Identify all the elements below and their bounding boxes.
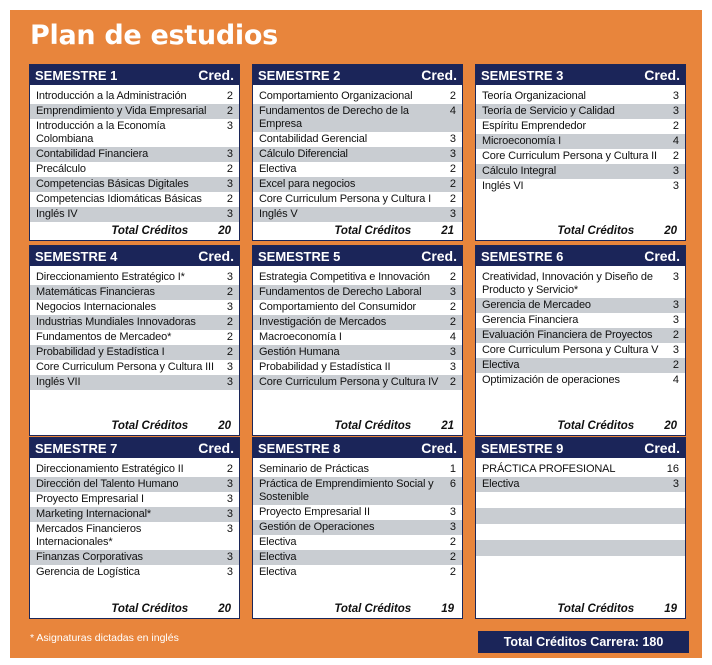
course-row (253, 315, 462, 330)
semester-card-1 (29, 64, 240, 241)
course-name: PRÁCTICA PROFESIONAL (482, 463, 616, 475)
course-row (253, 207, 462, 222)
course-row (476, 104, 685, 119)
course-row (476, 134, 685, 149)
total-label: Total Créditos (334, 603, 412, 615)
course-name: Fundamentos de Derecho de la Empresa (259, 105, 409, 130)
total-label: Total Créditos (557, 420, 635, 432)
course-name: Gerencia Financiera (482, 314, 579, 326)
course-row (30, 89, 239, 104)
course-row (476, 179, 685, 194)
course-credits: 3 (226, 376, 233, 388)
course-credits: 2 (226, 193, 233, 205)
course-row (253, 300, 462, 315)
semester-name: SEMESTRE 5 (258, 248, 341, 264)
course-credits: 3 (449, 286, 456, 298)
total-value: 19 (441, 603, 454, 615)
course-list (30, 458, 239, 580)
course-row (30, 375, 239, 390)
course-row (30, 550, 239, 565)
course-credits: 3 (226, 566, 233, 578)
course-row (30, 462, 239, 477)
course-credits: 3 (226, 301, 233, 313)
course-name: Dirección del Talento Humano (36, 478, 179, 490)
course-name: Mercados Financieros Internacionales* (36, 523, 142, 548)
course-row (253, 285, 462, 300)
total-value: 19 (664, 603, 677, 615)
course-credits: 2 (226, 331, 233, 343)
course-name: Cálculo Integral (482, 165, 557, 177)
course-credits: 4 (449, 331, 456, 343)
course-row (476, 373, 685, 388)
course-credits: 3 (672, 299, 679, 311)
course-name: Electiva (259, 536, 297, 548)
course-credits: 4 (672, 135, 679, 147)
course-name: Negocios Internacionales (36, 301, 156, 313)
course-credits: 16 (666, 463, 679, 475)
course-row (30, 477, 239, 492)
semester-total-row (253, 225, 462, 237)
course-row (476, 492, 685, 508)
course-name: Gestión Humana (259, 346, 340, 358)
course-name: Comportamiento del Consumidor (259, 301, 417, 313)
course-row (30, 360, 239, 375)
semester-card-7 (29, 437, 240, 619)
course-name: Cálculo Diferencial (259, 148, 348, 160)
cred-column-header: Cred. (644, 248, 680, 264)
course-name: Electiva (482, 359, 520, 371)
course-credits: 3 (449, 361, 456, 373)
course-row (253, 477, 462, 505)
course-list (253, 266, 462, 390)
course-row (253, 132, 462, 147)
course-credits: 3 (226, 208, 233, 220)
cred-column-header: Cred. (198, 248, 234, 264)
course-credits: 3 (672, 165, 679, 177)
course-credits: 3 (672, 180, 679, 192)
course-row (30, 104, 239, 119)
course-credits: 2 (226, 105, 233, 117)
course-row (30, 492, 239, 507)
course-row (253, 535, 462, 550)
semester-header (476, 65, 685, 85)
semester-total-row (476, 603, 685, 615)
cred-column-header: Cred. (644, 67, 680, 83)
course-credits: 3 (226, 361, 233, 373)
semester-total-row (476, 225, 685, 237)
total-value: 20 (664, 420, 677, 432)
course-row (253, 192, 462, 207)
course-name: Teoría de Servicio y Calidad (482, 105, 615, 117)
semester-header (253, 65, 462, 85)
course-list (253, 458, 462, 580)
total-label: Total Créditos (111, 420, 189, 432)
course-credits: 2 (226, 286, 233, 298)
course-name: Inglés VI (482, 180, 524, 192)
course-name: Proyecto Empresarial II (259, 506, 370, 518)
course-name: Core Curriculum Persona y Cultura III (36, 361, 214, 373)
course-row (253, 104, 462, 132)
cred-column-header: Cred. (421, 440, 457, 456)
course-credits: 2 (226, 90, 233, 102)
course-row (253, 375, 462, 390)
course-credits: 3 (449, 133, 456, 145)
semester-name: SEMESTRE 2 (258, 67, 341, 83)
course-name: Gerencia de Logística (36, 566, 140, 578)
course-credits: 3 (449, 521, 456, 533)
course-row (476, 358, 685, 373)
cred-column-header: Cred. (421, 248, 457, 264)
semester-header (476, 438, 685, 458)
course-credits: 3 (226, 120, 233, 132)
course-list (30, 266, 239, 390)
cred-column-header: Cred. (198, 67, 234, 83)
semester-name: SEMESTRE 1 (35, 67, 118, 83)
course-name: Matemáticas Financieras (36, 286, 155, 298)
total-label: Total Créditos (111, 603, 189, 615)
course-name: Competencias Básicas Digitales (36, 178, 189, 190)
semester-card-9 (475, 437, 686, 619)
course-name: Práctica de Emprendimiento Social y Sostenible (259, 478, 434, 503)
course-name: Contabilidad Gerencial (259, 133, 367, 145)
course-name: Core Curriculum Persona y Cultura II (482, 150, 657, 162)
course-credits: 3 (449, 506, 456, 518)
semester-card-5 (252, 245, 463, 436)
course-row (30, 315, 239, 330)
semester-name: SEMESTRE 4 (35, 248, 118, 264)
semester-header (476, 246, 685, 266)
total-label: Total Créditos (111, 225, 189, 237)
course-credits: 4 (672, 374, 679, 386)
course-row (30, 330, 239, 345)
course-row (253, 505, 462, 520)
course-credits: 2 (672, 329, 679, 341)
total-value: 21 (441, 420, 454, 432)
course-credits: 3 (226, 523, 233, 535)
course-row (476, 149, 685, 164)
course-row (476, 164, 685, 179)
course-name: Electiva (259, 551, 297, 563)
course-name: Investigación de Mercados (259, 316, 387, 328)
course-list (253, 85, 462, 222)
semester-name: SEMESTRE 8 (258, 440, 341, 456)
course-name: Electiva (259, 163, 297, 175)
course-name: Core Curriculum Persona y Cultura I (259, 193, 432, 205)
course-row (253, 330, 462, 345)
cred-column-header: Cred. (421, 67, 457, 83)
course-credits: 2 (449, 566, 456, 578)
course-row (30, 507, 239, 522)
course-credits: 3 (226, 271, 233, 283)
course-credits: 2 (226, 463, 233, 475)
course-row (253, 550, 462, 565)
course-name: Introducción a la Economía Colombiana (36, 120, 166, 145)
course-row (30, 207, 239, 222)
course-row (476, 508, 685, 524)
course-name: Teoría Organizacional (482, 90, 586, 102)
course-name: Finanzas Corporativas (36, 551, 143, 563)
course-credits: 2 (449, 551, 456, 563)
course-row (476, 313, 685, 328)
course-row (476, 328, 685, 343)
total-value: 20 (218, 225, 231, 237)
course-credits: 3 (672, 90, 679, 102)
course-credits: 2 (449, 163, 456, 175)
course-credits: 2 (449, 178, 456, 190)
course-name: Fundamentos de Derecho Laboral (259, 286, 422, 298)
course-name: Introducción a la Administración (36, 90, 187, 102)
page-title: Plan de estudios (30, 20, 278, 51)
course-credits: 3 (226, 178, 233, 190)
course-row (476, 270, 685, 298)
course-list (476, 458, 685, 556)
course-row (476, 343, 685, 358)
total-label: Total Créditos (557, 603, 635, 615)
course-name: Gestión de Operaciones (259, 521, 375, 533)
semester-card-4 (29, 245, 240, 436)
course-list (476, 266, 685, 388)
course-row (253, 162, 462, 177)
semester-header (253, 246, 462, 266)
semester-name: SEMESTRE 6 (481, 248, 564, 264)
course-name: Direccionamiento Estratégico I* (36, 271, 185, 283)
course-row (476, 298, 685, 313)
course-name: Industrias Mundiales Innovadoras (36, 316, 196, 328)
total-value: 20 (218, 420, 231, 432)
course-name: Gerencia de Mercadeo (482, 299, 591, 311)
total-label: Total Créditos (334, 420, 412, 432)
course-credits: 3 (672, 314, 679, 326)
course-name: Excel para negocios (259, 178, 356, 190)
course-name: Contabilidad Financiera (36, 148, 149, 160)
course-credits: 3 (449, 208, 456, 220)
course-credits: 2 (449, 271, 456, 283)
course-name: Inglés V (259, 208, 298, 220)
course-row (476, 462, 685, 477)
course-row (253, 147, 462, 162)
course-credits: 2 (449, 193, 456, 205)
semester-total-row (30, 225, 239, 237)
course-name: Microeconomía I (482, 135, 562, 147)
course-name: Precálculo (36, 163, 86, 175)
total-label: Total Créditos (557, 225, 635, 237)
course-name: Emprendimiento y Vida Empresarial (36, 105, 207, 117)
course-name: Competencias Idiomáticas Básicas (36, 193, 202, 205)
course-name: Inglés IV (36, 208, 78, 220)
course-row (30, 285, 239, 300)
course-row (253, 360, 462, 375)
course-row (30, 177, 239, 192)
course-list (476, 85, 685, 194)
course-credits: 1 (449, 463, 456, 475)
course-row (476, 477, 685, 492)
semester-card-2 (252, 64, 463, 241)
course-credits: 3 (449, 346, 456, 358)
course-credits: 4 (449, 105, 456, 117)
course-credits: 3 (672, 478, 679, 490)
course-credits: 3 (449, 148, 456, 160)
course-row (253, 520, 462, 535)
semester-header (30, 438, 239, 458)
course-row (30, 522, 239, 550)
course-row (253, 462, 462, 477)
course-row (476, 540, 685, 556)
semester-card-8 (252, 437, 463, 619)
semester-total-row (253, 603, 462, 615)
course-credits: 2 (449, 536, 456, 548)
semester-header (30, 246, 239, 266)
course-credits: 3 (672, 271, 679, 283)
course-name: Proyecto Empresarial I (36, 493, 144, 505)
course-name: Core Curriculum Persona y Cultura V (482, 344, 659, 356)
course-name: Optimización de operaciones (482, 374, 620, 386)
course-credits: 2 (226, 163, 233, 175)
semester-card-6 (475, 245, 686, 436)
course-credits: 3 (672, 105, 679, 117)
course-credits: 2 (226, 346, 233, 358)
cred-column-header: Cred. (198, 440, 234, 456)
course-name: Probabilidad y Estadística II (259, 361, 391, 373)
course-name: Probabilidad y Estadística I (36, 346, 165, 358)
semester-total-row (476, 420, 685, 432)
course-credits: 6 (449, 478, 456, 490)
course-name: Creatividad, Innovación y Diseño de Producto y Servicio* (482, 271, 653, 296)
total-label: Total Créditos (334, 225, 412, 237)
course-row (30, 192, 239, 207)
course-name: Direccionamiento Estratégico II (36, 463, 184, 475)
course-row (30, 345, 239, 360)
course-credits: 2 (449, 90, 456, 102)
course-credits: 2 (226, 316, 233, 328)
career-total-badge: Total Créditos Carrera: 180 (478, 631, 689, 653)
course-name: Estrategia Competitiva e Innovación (259, 271, 430, 283)
total-value: 20 (664, 225, 677, 237)
course-name: Marketing Internacional* (36, 508, 152, 520)
semester-name: SEMESTRE 9 (481, 440, 564, 456)
semester-name: SEMESTRE 7 (35, 440, 118, 456)
course-name: Electiva (482, 478, 520, 490)
course-row (30, 147, 239, 162)
course-credits: 2 (449, 376, 456, 388)
semester-header (30, 65, 239, 85)
course-row (30, 565, 239, 580)
study-plan-page (10, 10, 702, 658)
course-row (253, 177, 462, 192)
course-credits: 3 (226, 478, 233, 490)
course-name: Electiva (259, 566, 297, 578)
course-name: Fundamentos de Mercadeo* (36, 331, 172, 343)
semester-total-row (30, 420, 239, 432)
course-name: Evaluación Financiera de Proyectos (482, 329, 653, 341)
course-list (30, 85, 239, 222)
course-credits: 3 (226, 551, 233, 563)
course-name: Macroeconomía I (259, 331, 342, 343)
total-value: 20 (218, 603, 231, 615)
course-row (30, 119, 239, 147)
course-credits: 3 (226, 148, 233, 160)
course-row (30, 270, 239, 285)
total-value: 21 (441, 225, 454, 237)
course-credits: 3 (226, 493, 233, 505)
course-name: Core Curriculum Persona y Cultura IV (259, 376, 439, 388)
course-credits: 2 (449, 316, 456, 328)
course-credits: 2 (449, 301, 456, 313)
course-row (476, 524, 685, 540)
course-row (253, 565, 462, 580)
course-row (253, 270, 462, 285)
course-credits: 3 (226, 508, 233, 520)
semester-name: SEMESTRE 3 (481, 67, 564, 83)
footnote: * Asignaturas dictadas en inglés (30, 632, 179, 644)
course-row (476, 119, 685, 134)
semester-total-row (253, 420, 462, 432)
semester-header (253, 438, 462, 458)
course-credits: 2 (672, 120, 679, 132)
course-credits: 3 (672, 344, 679, 356)
course-name: Inglés VII (36, 376, 81, 388)
cred-column-header: Cred. (644, 440, 680, 456)
course-row (30, 300, 239, 315)
course-row (30, 162, 239, 177)
course-row (253, 345, 462, 360)
course-row (476, 89, 685, 104)
course-name: Seminario de Prácticas (259, 463, 369, 475)
course-credits: 2 (672, 150, 679, 162)
course-name: Espíritu Emprendedor (482, 120, 586, 132)
semester-total-row (30, 603, 239, 615)
course-name: Comportamiento Organizacional (259, 90, 413, 102)
semester-card-3 (475, 64, 686, 241)
course-credits: 2 (672, 359, 679, 371)
course-row (253, 89, 462, 104)
